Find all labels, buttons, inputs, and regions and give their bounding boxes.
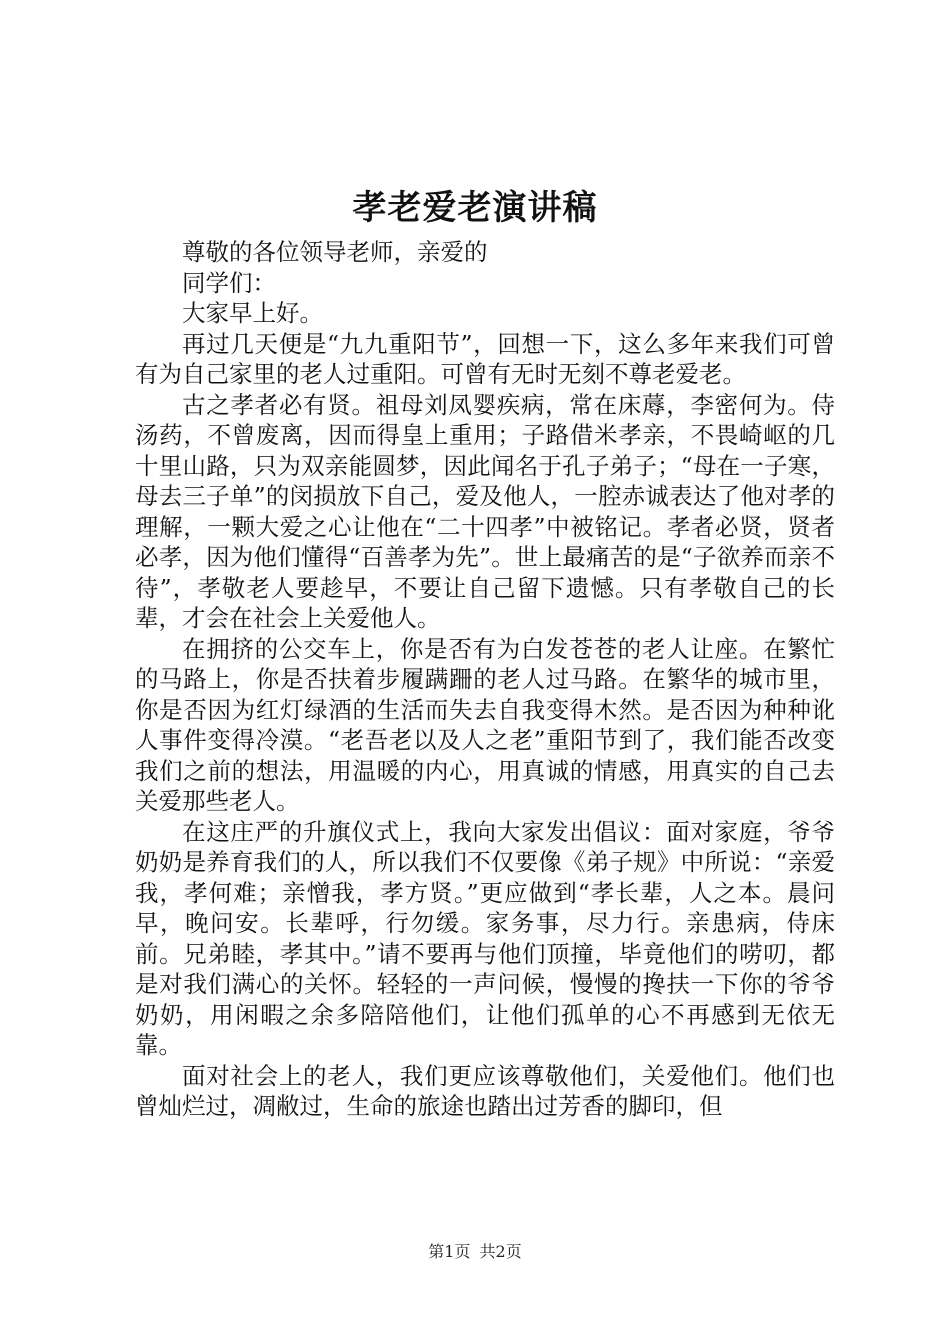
document-title: 孝老爱老演讲稿 bbox=[352, 188, 598, 228]
paragraph: 古之孝者必有贤。祖母刘凤婴疾病，常在床蓐，李密何为。侍汤药，不曾废离，因而得皇上重用；子路借米孝亲，不畏崎岖的几十里山路，只为双亲能圆梦，因此闻名于孔子弟子；“母在一子寒，母去三子单”的闵损放下自己，爱及他人，一腔赤诚表达了他对孝的理解，一颗大爱之心让他在“二十四孝”中被铭记。孝者必贤，贤者必孝，因为他们懂得“百善孝为先”。世上最痛苦的是“子欲养而亲不待”，孝敬老人要趁早，不要让自己留下遗憾。只有孝敬自己的长辈，才会在社会上关爱他人。 bbox=[135, 390, 835, 632]
page-total: 共2页 bbox=[479, 1242, 522, 1261]
page-footer bbox=[0, 1242, 950, 1262]
document-body bbox=[135, 237, 835, 1122]
greeting-line: 大家早上好。 bbox=[182, 299, 323, 327]
paragraph: 在这庄严的升旗仪式上，我向大家发出倡议：面对家庭，爷爷奶奶是养育我们的人，所以我们不仅要像《弟子规》中所说：“亲爱我，孝何难；亲憎我，孝方贤。”更应做到“孝长辈，人之本。晨问早，晚问安。长辈呼，行勿缓。家务事，尽力行。亲患病，侍床前。兄弟睦，孝其中。”请不要再与他们顶撞，毕竟他们的唠叨，都是对我们满心的关怀。轻轻的一声问候，慢慢的搀扶一下你的爷爷奶奶，用闲暇之余多陪陪他们，让他们孤单的心不再感到无依无靠。 bbox=[135, 817, 835, 1059]
paragraph: 面对社会上的老人，我们更应该尊敬他们，关爱他们。他们也曾灿烂过，凋敝过，生命的旅途也踏出过芳香的脚印，但 bbox=[135, 1061, 835, 1120]
page-number: 第1页 bbox=[428, 1242, 471, 1261]
paragraph: 再过几天便是“九九重阳节”，回想一下，这么多年来我们可曾有为自己家里的老人过重阳。可曾有无时无刻不尊老爱老。 bbox=[135, 329, 835, 388]
greeting-line: 尊敬的各位领导老师，亲爱的 bbox=[182, 238, 488, 266]
paragraph: 在拥挤的公交车上，你是否有为白发苍苍的老人让座。在繁忙的马路上，你是否扶着步履蹒跚的老人过马路。在繁华的城市里，你是否因为红灯绿酒的生活而失去自我变得木然。是否因为种种讹人事件变得冷漠。“老吾老以及人之老”重阳节到了，我们能否改变我们之前的想法，用温暖的内心，用真诚的情感，用真实的自己去关爱那些老人。 bbox=[135, 634, 835, 815]
greeting-line: 同学们： bbox=[182, 268, 276, 297]
